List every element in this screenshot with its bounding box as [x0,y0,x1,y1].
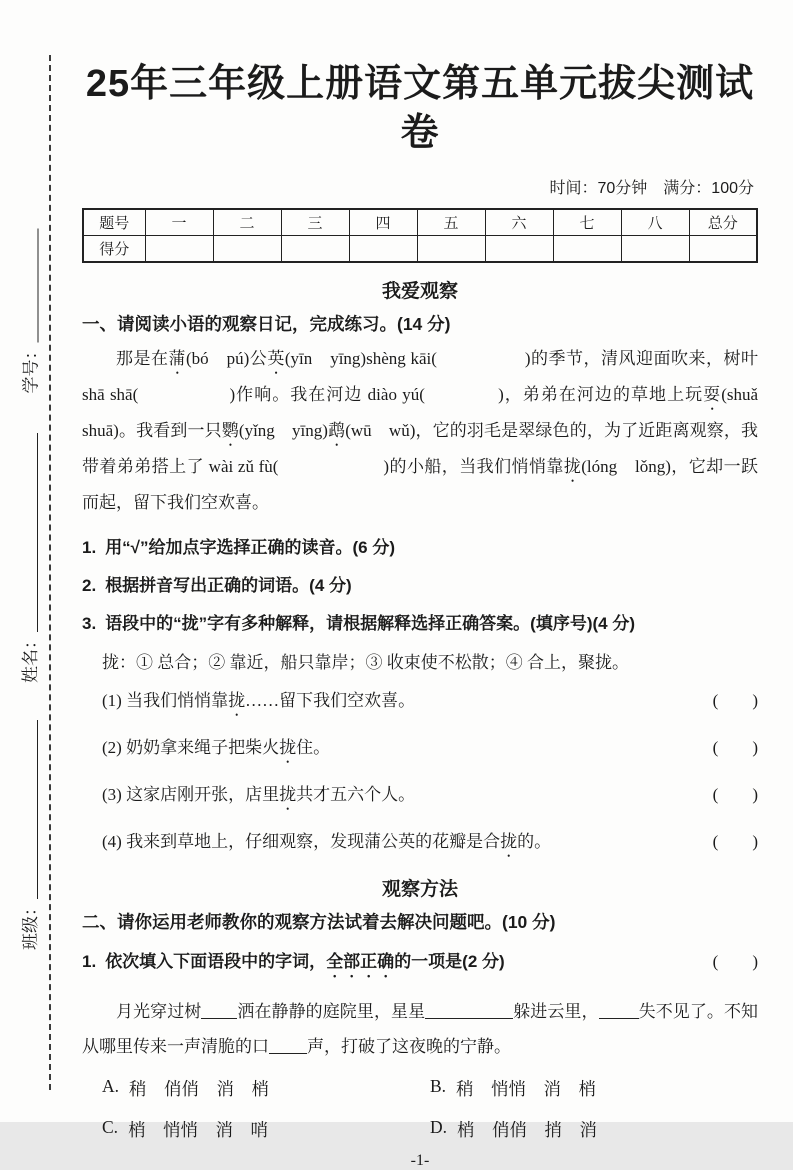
subquestion-3-number: 3. [82,613,97,633]
subquestion-3-text: 语段中的“拢”字有多种解释，请根据解释选择正确答案。(填序号)(4 分) [105,613,636,633]
definition-item-4-text: (4) 我来到草地上，仔细观察，发现蒲公英的花瓣是合拢的。 [102,831,552,851]
score-empty-cell [213,235,281,262]
score-table-cell: 题号 [83,209,145,236]
left-dashed-border [49,55,51,1090]
score-table-cell: 五 [417,209,485,236]
class-field [15,720,41,950]
section1-heading: 我爱观察 [381,280,458,302]
definition-item-4 [102,827,758,861]
definition-item-3 [102,780,758,814]
paper-content [82,58,776,1170]
answer-bracket: ( ) [712,690,758,710]
student-id-label: 学号： [21,342,41,394]
score-table-cell: 总分 [689,209,757,236]
section2-subquestion-1 [82,947,758,981]
section1-question-intro: 一、请阅读小语的观察日记，完成练习。(14 分) [82,313,451,334]
section2-subquestion-1-text: 依次填入下面语段中的字词，全部正确的一项是(2 分) [105,951,505,971]
student-name-field [15,433,41,683]
score-table-cell: 一 [145,209,213,236]
score-empty-cell [485,235,553,262]
subquestion-3 [82,609,758,634]
answer-bracket: ( ) [712,951,758,971]
score-table-cell: 七 [553,209,621,236]
student-id-field [16,229,42,394]
fill-in-passage: 月光穿过树 洒在静静的庭院里，星星 躲进云里， 失不见了。不知从哪里传来一声清脆的口 声，打破了这夜晚的宁静。 [82,1001,759,1056]
student-name-label: 姓名： [21,632,40,683]
definition-item-3-text: (3) 这家店刚开张，店里拢共才五六个人。 [102,784,416,804]
score-table-cell: 三 [281,209,349,236]
score-table-cell: 二 [213,209,281,236]
definition-item-1-text: (1) 当我们悄悄靠拢……留下我们空欢喜。 [102,690,416,710]
answer-bracket: ( ) [712,737,758,757]
option-d-label: D. [430,1116,448,1137]
option-a-text: 稍 俏俏 消 梢 [129,1078,270,1099]
option-a-label: A. [102,1075,120,1096]
time-score-info: 时间：70分钟 满分：100分 [549,179,754,197]
word-definitions: 拢：① 总合；② 靠近，船只靠岸；③ 收束使不松散；④ 合上，聚拢。 [102,652,629,672]
score-empty-cell [621,235,689,262]
score-empty-cell [689,235,757,262]
subquestion-2-text: 根据拼音写出正确的词语。(4 分) [105,575,352,595]
score-empty-cell [417,235,485,262]
subquestion-2 [82,571,758,596]
score-table-score-row [83,235,757,262]
page-title: 25年三年级上册语文第五单元拔尖测试卷 [85,63,755,155]
section2-question-intro: 二、请你运用老师教你的观察方法试着去解决问题吧。(10 分) [82,911,556,932]
student-name-blank-line [33,433,38,632]
page-number: -1- [410,1151,430,1169]
class-label: 班级： [21,899,40,950]
score-empty-cell [553,235,621,262]
option-a [102,1076,430,1101]
choice-options [102,1076,758,1142]
subquestion-2-number: 2. [82,575,97,595]
option-c [102,1117,430,1142]
section2-heading: 观察方法 [381,878,458,900]
score-empty-cell [349,235,417,262]
definition-item-2-text: (2) 奶奶拿来绳子把柴火拢住。 [102,737,331,757]
definition-item-1 [102,686,758,720]
section2-subquestion-1-number: 1. [82,951,97,971]
score-table-cell: 四 [349,209,417,236]
answer-bracket: ( ) [712,784,758,804]
option-b [430,1076,758,1101]
subquestion-1-number: 1. [82,537,97,557]
score-table-cell: 六 [485,209,553,236]
subquestion-1 [82,533,758,558]
option-b-label: B. [430,1075,447,1096]
definition-item-2 [102,733,758,767]
class-blank-line [33,720,38,899]
option-d [430,1117,758,1142]
answer-bracket: ( ) [712,831,758,851]
subquestion-1-text: 用“√”给加点字选择正确的读音。(6 分) [105,537,396,557]
score-empty-cell [281,235,349,262]
option-c-label: C. [102,1116,119,1137]
option-b-text: 稍 悄悄 消 梢 [456,1078,597,1099]
score-label-cell: 得分 [83,235,145,262]
score-table-header-row [83,209,757,236]
score-table-cell: 八 [621,209,689,236]
student-id-blank-line [34,229,39,343]
option-d-text: 梢 俏俏 捎 消 [457,1119,598,1140]
score-table [82,208,758,263]
score-empty-cell [145,235,213,262]
reading-passage: 那是在蒲(bó pú)公英(yīn yīng)shèng kāi( )的季节，清风迎面吹来，树叶 shā shā( )作响。我在河边 diào yú( )，弟弟在河边的草地上玩耍(shuǎ shuā)。我看到一只鹦(yǐng yīng)鹉(wū wǔ)，它的羽毛是翠绿色的，为了近距离观察，我带着弟弟搭上了 wài zǔ fù( )的小船，当我们悄悄靠拢(lóng lǒng)，它却一跃而起，留下我们空欢喜。 [82,348,776,512]
option-c-text: 梢 悄悄 消 哨 [128,1119,269,1140]
